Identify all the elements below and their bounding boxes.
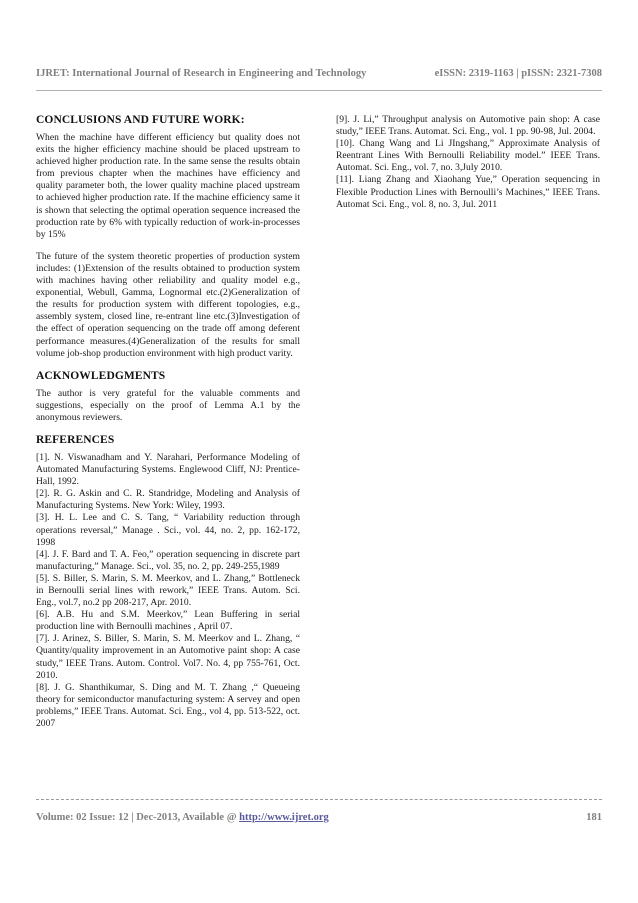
reference-item: [8]. J. G. Shanthikumar, S. Ding and M. T. Zhang ,“ Queueing theory for semiconductor manufacturing system: A servey and open problems,” IEEE Trans. Automat. Sci. Eng., vol 4, pp. 513-522, oct. 2007 (36, 681, 300, 730)
references-list-left (36, 452, 300, 730)
running-footer (36, 812, 602, 823)
reference-item: [7]. J. Arinez, S. Biller, S. Marin, S. M. Meerkov and L. Zhang, “ Quantity/quality improvement in an Automotive paint shop: A case study,” IEEE Trans. Autom. Control. Vol7. No. 4, pp 755-761, Oct. 2010. (36, 633, 300, 681)
references-list-right (336, 114, 600, 211)
conclusions-paragraph-2: The future of the system theoretic properties of production system includes: (1)Extension of the results obtained to production system with machines having other reliability and quality model e.g., exponential, Webull, Gamma, Lognormal etc.(2)Generalization of the results for production system with different topologies, e.g., assembly system, closed line, re-entrant line etc.(3)Investigation of the effect of operation sequencing on the trade off among deferent performance measures.(4)Generalization of the results for small volume job-shop production environment with high product varity. (36, 250, 300, 359)
right-column (336, 114, 600, 211)
reference-item: [4]. J. F. Bard and T. A. Feo,” operation sequencing in discrete part manufacturing,” Manage. Sci., vol. 35, no. 2, pp. 249-255,1989 (36, 548, 300, 572)
reference-item: [11]. Liang Zhang and Xiaohang Yue,” Operation sequencing in Flexible Production Lines with Bernoulli’s Machines,” IEEE Trans. Automat Sci. Eng., vol. 8, no. 3, Jul. 2011 (336, 174, 600, 210)
reference-item: [5]. S. Biller, S. Marin, S. M. Meerkov, and L. Zhang,” Bottleneck in Bernoulli serial lines with rework,” IEEE Trans. Autom. Sci. Eng., vol.7, no.2 pp 208-217, Apr. 2010. (36, 572, 300, 609)
footer-rule (36, 799, 602, 800)
conclusions-paragraph-1: When the machine have different efficiency but quality does not exits the higher efficiency machine should be placed upstream to achieved higher production rate. In the same sense the results obtain from previous chapter when the machines have efficiency and quality parameter both, the lower quality machine placed upstream to achieved higher production rate. If the machine efficiency same it is shown that selecting the optimal operation sequence increased the production rate by 6% with typically reduction of work-in-processes by 15% (36, 132, 300, 240)
page-number: 181 (586, 812, 602, 823)
journal-name: IJRET: International Journal of Research in Engineering and Technology (36, 68, 367, 79)
references-section (36, 434, 300, 730)
acknowledgments-text: The author is very grateful for the valuable comments and suggestions, especially on the proof of Lemma A.1 by the anonymous reviewers. (36, 387, 300, 423)
reference-item: [6]. A.B. Hu and S.M. Meerkov,” Lean Buffering in serial production line with Bernoulli machines , April 07. (36, 609, 300, 633)
conclusions-heading: CONCLUSIONS AND FUTURE WORK: (36, 114, 245, 126)
volume-info: Volume: 02 Issue: 12 | Dec-2013, Available @ (36, 812, 237, 823)
reference-item: [10]. Chang Wang and Li JIngshang,” Approximate Analysis of Reentrant Lines With Bernoulli Reliability model.” IEEE Trans. Automat. Sci. Eng., vol. 7, no. 3,July 2010. (336, 138, 600, 174)
acknowledgments-heading: ACKNOWLEDGMENTS (36, 369, 166, 382)
left-column (36, 114, 300, 738)
reference-item: [9]. J. Li,” Throughput analysis on Automotive pain shop: A case study,” IEEE Trans. Automat. Sci. Eng., vol. 1 pp. 90-98, Jul. 2004. (336, 114, 600, 138)
references-heading: REFERENCES (36, 433, 115, 446)
header-rule (36, 90, 602, 91)
running-header (36, 68, 602, 79)
acknowledgments-section (36, 370, 300, 424)
footer-left (36, 812, 329, 823)
reference-item: [1]. N. Viswanadham and Y. Narahari, Performance Modeling of Automated Manufacturing Systems. Englewood Cliff, NJ: Prentice-Hall, 1992. (36, 451, 300, 488)
conclusions-section (36, 114, 300, 360)
reference-item: [3]. H. L. Lee and C. S. Tang, “ Variability reduction through operations reversal,” Manage . Sci., vol. 44, no. 2, pp. 162-172, 1998 (36, 512, 300, 548)
journal-url-link[interactable]: http://www.ijret.org (239, 812, 329, 823)
issn: eISSN: 2319-1163 | pISSN: 2321-7308 (434, 68, 602, 79)
reference-item: [2]. R. G. Askin and C. R. Standridge, Modeling and Analysis of Manufacturing Systems. New York: Wiley, 1993. (36, 488, 300, 512)
